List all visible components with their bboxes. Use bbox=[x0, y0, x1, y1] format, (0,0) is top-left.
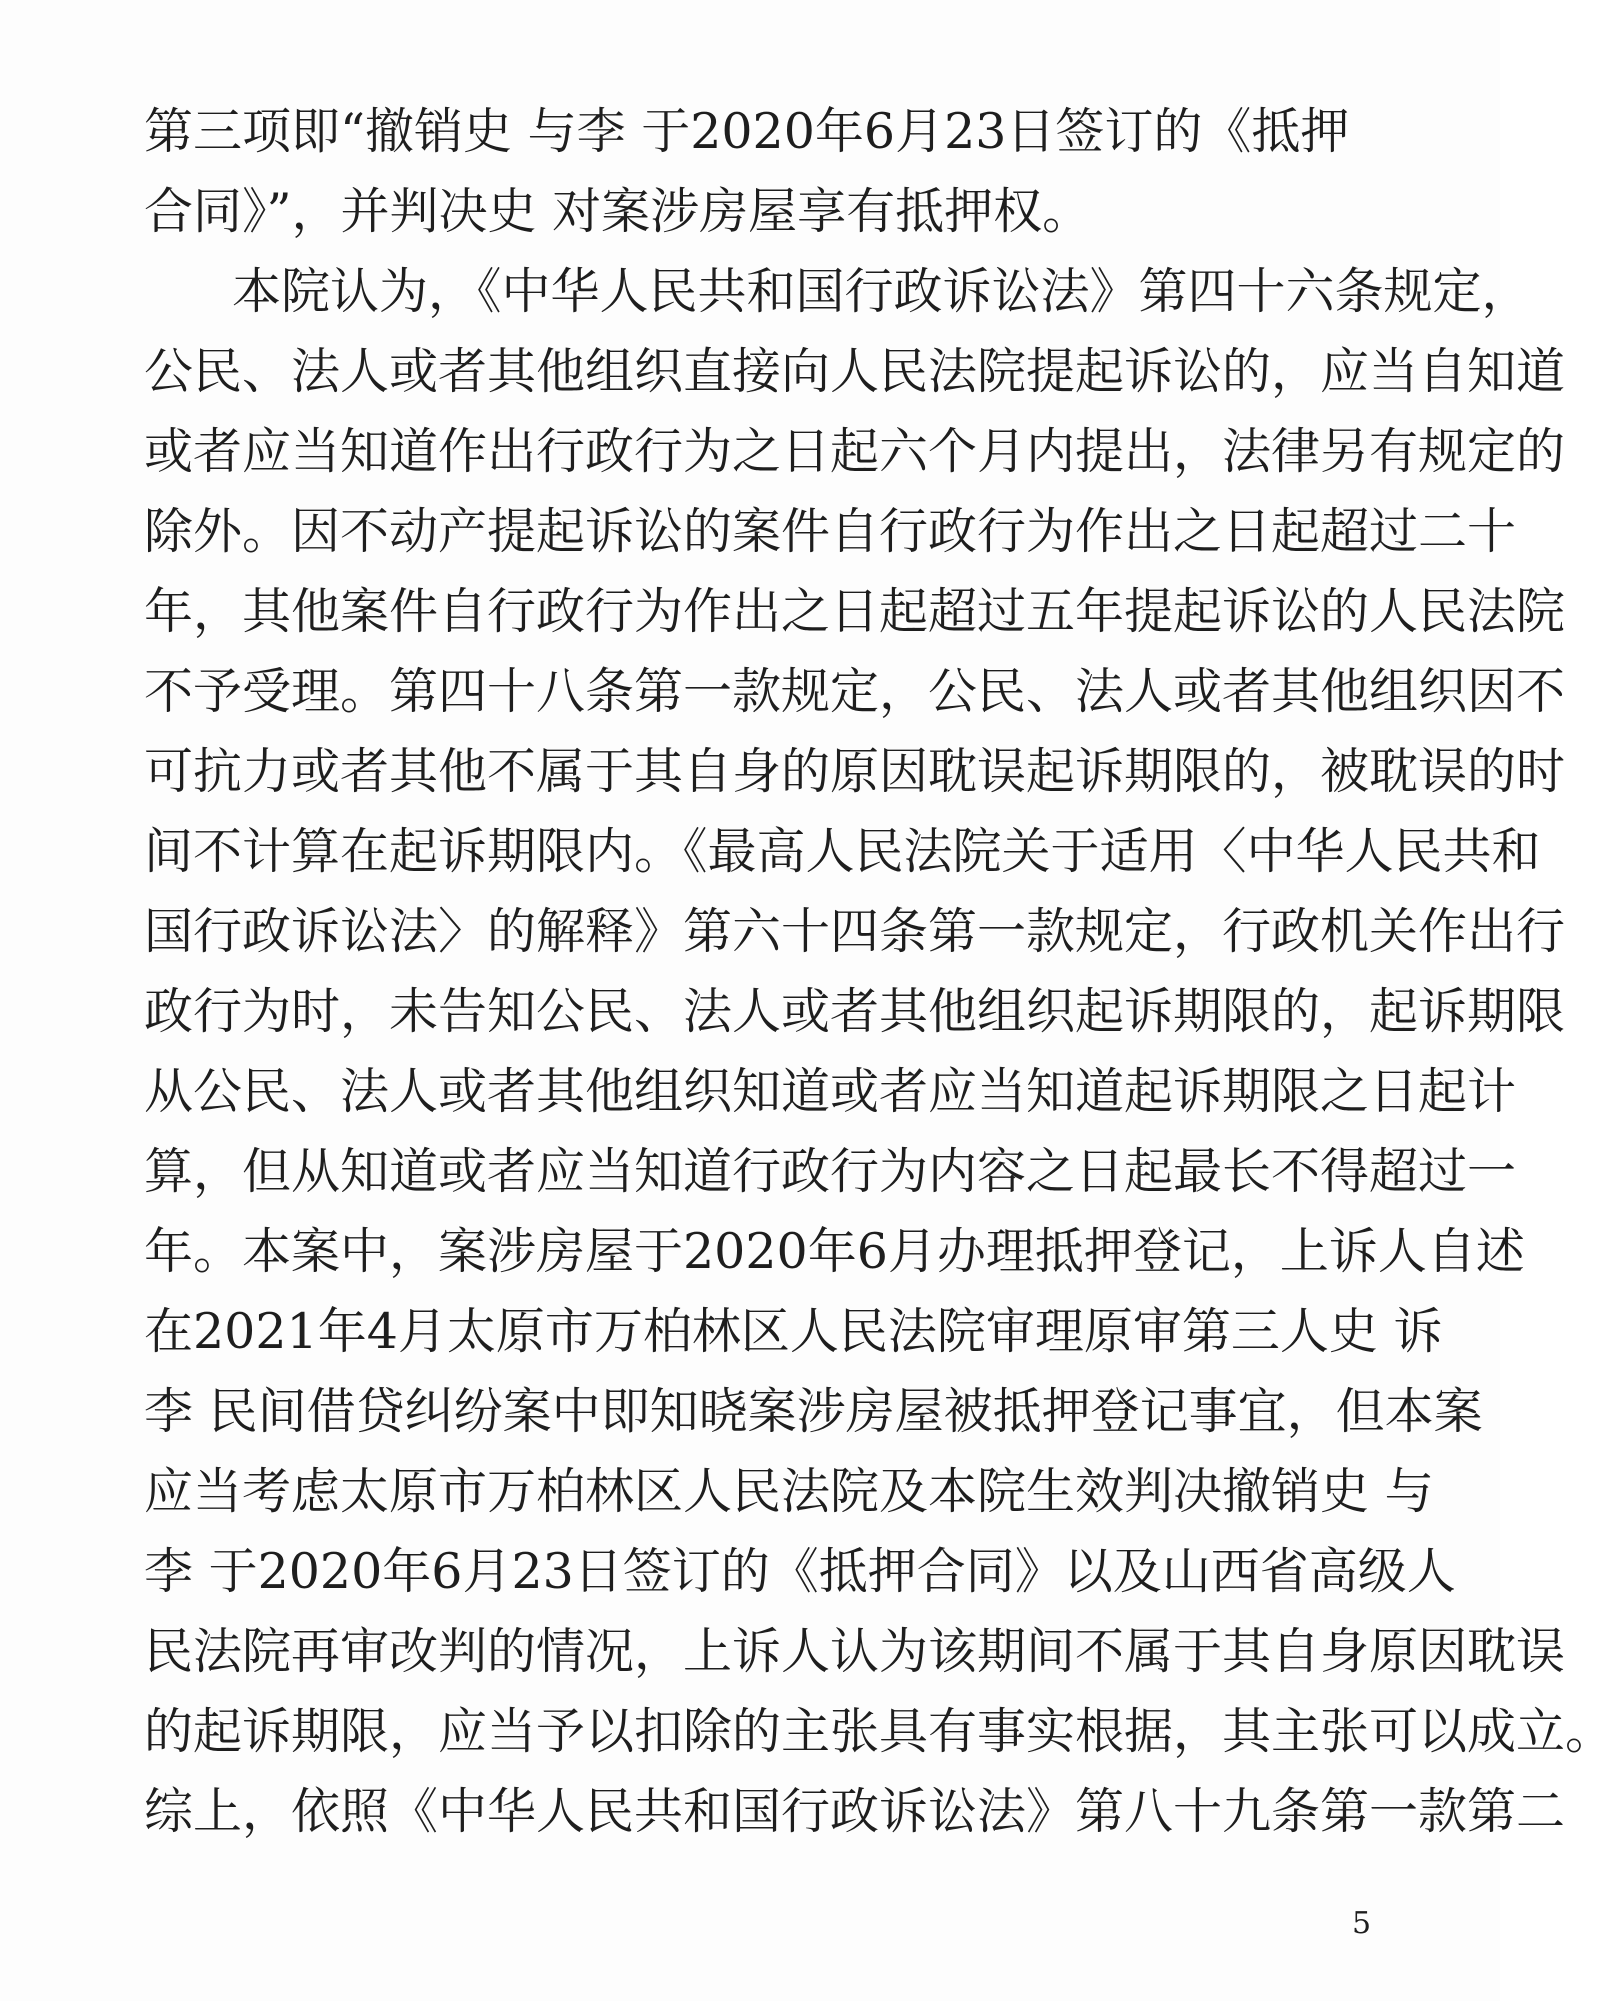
text-line: 公民、法人或者其他组织直接向人民法院提起诉讼的，应当自知道 bbox=[144, 343, 1566, 400]
text-line: 不予受理。第四十八条第一款规定，公民、法人或者其他组织因不 bbox=[144, 663, 1566, 720]
text-line: 年。本案中，案涉房屋于2020年6月办理抵押登记，上诉人自述 bbox=[144, 1223, 1525, 1280]
page-number: 5 bbox=[1352, 1906, 1372, 1941]
text-line: 政行为时，未告知公民、法人或者其他组织起诉期限的，起诉期限 bbox=[144, 983, 1566, 1040]
text-line: 或者应当知道作出行政行为之日起六个月内提出，法律另有规定的 bbox=[144, 423, 1566, 480]
text-line: 年，其他案件自行政行为作出之日起超过五年提起诉讼的人民法院 bbox=[144, 583, 1566, 640]
text-line: 民法院再审改判的情况，上诉人认为该期间不属于其自身原因耽误 bbox=[144, 1623, 1566, 1680]
text-line: 算，但从知道或者应当知道行政行为内容之日起最长不得超过一 bbox=[144, 1143, 1517, 1200]
text-line: 可抗力或者其他不属于其自身的原因耽误起诉期限的，被耽误的时 bbox=[144, 743, 1566, 800]
text-line: 从公民、法人或者其他组织知道或者应当知道起诉期限之日起计 bbox=[144, 1063, 1517, 1120]
text-line: 李 于2020年6月23日签订的《抵押合同》以及山西省高级人 bbox=[144, 1543, 1456, 1600]
text-line: 在2021年4月太原市万柏林区人民法院审理原审第三人史 诉 bbox=[144, 1303, 1443, 1360]
text-line: 合同》”，并判决史 对案涉房屋享有抵押权。 bbox=[144, 183, 1092, 240]
text-line: 的起诉期限，应当予以扣除的主张具有事实根据，其主张可以成立。 bbox=[144, 1703, 1614, 1760]
text-line: 第三项即“撤销史 与李 于2020年6月23日签订的《抵押 bbox=[144, 103, 1350, 160]
text-line: 李 民间借贷纠纷案中即知晓案涉房屋被抵押登记事宜，但本案 bbox=[144, 1383, 1483, 1440]
text-line: 国行政诉讼法〉的解释》第六十四条第一款规定，行政机关作出行 bbox=[144, 903, 1566, 960]
text-line: 除外。因不动产提起诉讼的案件自行政行为作出之日起超过二十 bbox=[144, 503, 1517, 560]
text-line: 间不计算在起诉期限内。《最高人民法院关于适用〈中华人民共和 bbox=[144, 823, 1541, 880]
text-line: 本院认为，《中华人民共和国行政诉讼法》第四十六条规定， bbox=[232, 263, 1531, 320]
text-line: 综上，依照《中华人民共和国行政诉讼法》第八十九条第一款第二 bbox=[144, 1783, 1566, 1840]
text-line: 应当考虑太原市万柏林区人民法院及本院生效判决撤销史 与 bbox=[144, 1463, 1434, 1520]
